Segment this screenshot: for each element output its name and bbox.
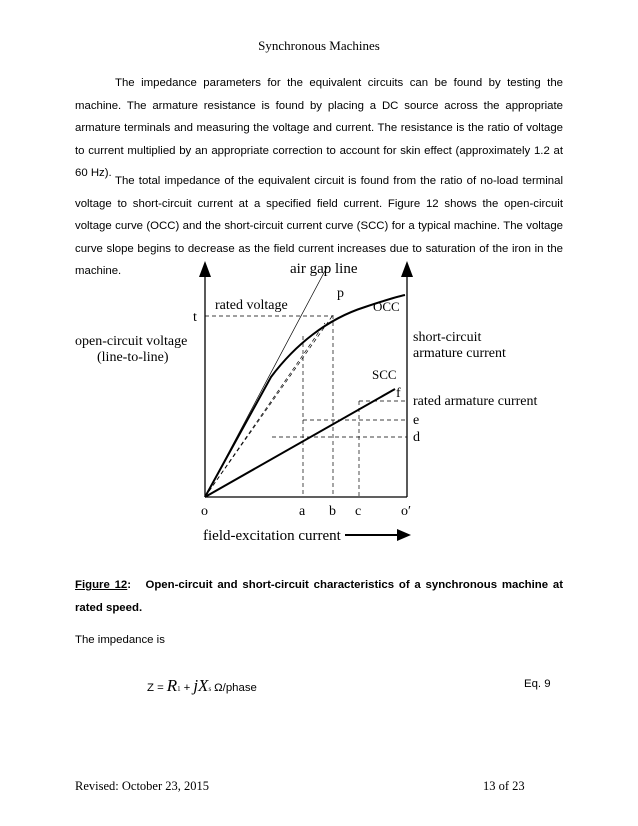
equation-resistance [167, 676, 181, 696]
impedance-equation [147, 676, 257, 696]
b-label: b [329, 504, 336, 519]
equation-unit: Ω/phase [214, 682, 257, 694]
figure-label: Figure 12 [75, 579, 128, 591]
occ-scc-diagram [65, 253, 575, 548]
dashed-line-upper [205, 323, 325, 497]
equation-r-subscript: 1 [177, 685, 181, 693]
o-label: o [201, 504, 208, 519]
equation-jx-subscript: s [208, 685, 212, 693]
x-axis-label: field-excitation current [203, 528, 341, 544]
rated-voltage-label: rated voltage [215, 298, 288, 313]
paragraph-impedance-parameters [75, 72, 563, 185]
ocv-label-line2: (line-to-line) [97, 350, 169, 365]
figure-label-separator: : [127, 579, 132, 591]
right-axis-arrow-icon [401, 261, 413, 277]
occ-label: OCC [373, 299, 400, 314]
occ-curve [205, 295, 405, 497]
t-label: t [193, 310, 197, 325]
short-circuit-label-line2: armature current [413, 346, 506, 361]
c-label: c [355, 504, 362, 519]
equation-r: R [166, 676, 178, 695]
point-p-label: p [337, 286, 344, 301]
x-axis-arrow-icon [397, 529, 411, 541]
short-circuit-label-line1: short-circuit [413, 330, 482, 345]
d-label: d [413, 430, 420, 445]
paragraph-text: The impedance parameters for the equivalent circuits can be found by testing the machine. The armature resistance is found by placing a DC source across the appropriate armature terminals and measuring the voltage and current. The resistance is the ratio of voltage to current multiplied by an appropriate correction to account for skin effect (approximately 1.2 at 60 Hz). [75, 77, 563, 180]
dashed-line-to-p [205, 315, 333, 497]
figure-caption [75, 574, 563, 619]
ocv-label-line1: open-circuit voltage [75, 334, 188, 349]
figure-caption-text: Open-circuit and short-circuit characteristics of a synchronous machine at rated speed. [75, 579, 563, 614]
o-prime-label: o′ [401, 504, 412, 519]
figure-12-diagram [65, 253, 575, 548]
page-header: Synchronous Machines [258, 38, 380, 53]
impedance-intro: The impedance is [75, 634, 165, 646]
left-axis-arrow-icon [199, 261, 211, 277]
scc-label: SCC [372, 367, 397, 382]
air-gap-line-label: air gap line [290, 261, 358, 277]
footer-revised: Revised: October 23, 2015 [75, 779, 210, 793]
equation-reactance [193, 676, 211, 696]
a-label: a [299, 504, 306, 519]
footer-page-number: 13 of 23 [483, 779, 525, 793]
paragraph-text: The total impedance of the equivalent circuit is found from the ratio of no-load terminal voltage to short-circuit current at a specified field current. Figure 12 shows the open-circuit voltage curve (OCC) and the short-circuit current curve (SCC) for a typical machine. The voltage curve slope begins to decrease as the field current increases due to saturation of the iron in the machine. [75, 175, 563, 278]
f-label: f [396, 386, 401, 401]
equation-number: Eq. 9 [524, 678, 551, 690]
equation-jx: jX [193, 676, 209, 695]
equation-lhs: Z = [147, 682, 164, 694]
e-label: e [413, 413, 420, 428]
equation-plus: + [183, 682, 191, 694]
rated-armature-current-label: rated armature current [413, 394, 538, 409]
